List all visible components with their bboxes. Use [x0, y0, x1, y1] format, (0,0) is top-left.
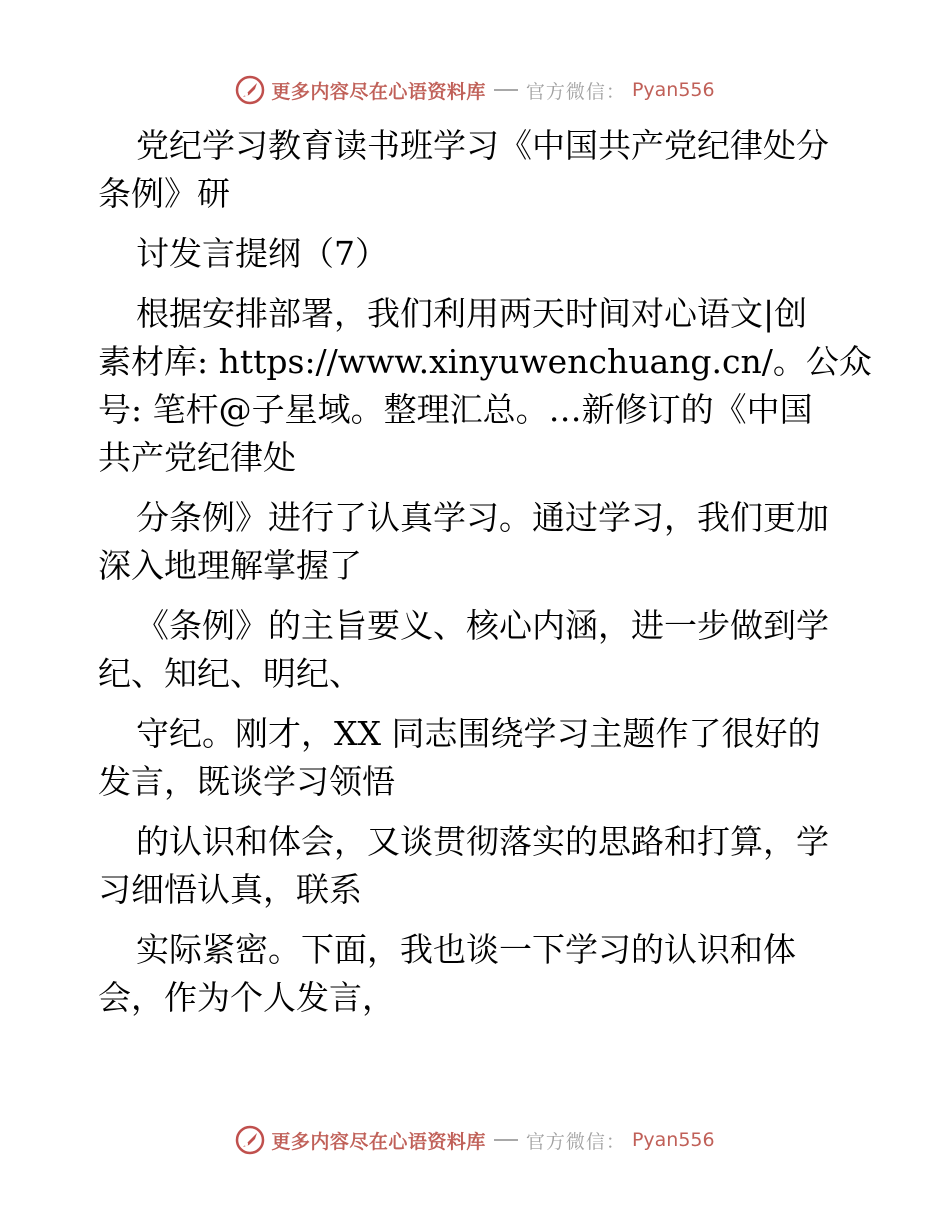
- banner-wechat-id: Pyan556: [631, 1129, 715, 1151]
- text-line: 号: 笔杆@子星域。整理汇总。…新修订的《中国: [98, 390, 813, 429]
- text-line: 根据安排部署，我们利用两天时间对心语文|创: [136, 294, 808, 333]
- banner-site-text: 更多内容尽在心语资料库: [271, 1130, 486, 1153]
- header-banner: [0, 72, 950, 108]
- banner-divider: [494, 1139, 518, 1141]
- banner-wechat-label: 官方微信：: [525, 1130, 626, 1153]
- text-line: 共产党纪律处: [98, 438, 296, 477]
- text-line: 的认识和体会，又谈贯彻落实的思路和打算，学: [136, 822, 829, 861]
- quill-logo-icon: [235, 1125, 265, 1155]
- banner-wechat-label: 官方微信：: [525, 80, 626, 103]
- banner-divider: [494, 89, 518, 91]
- footer-banner: [0, 1122, 950, 1158]
- text-line: 党纪学习教育读书班学习《中国共产党纪律处分: [136, 126, 829, 165]
- text-line: 讨发言提纲（7）: [136, 234, 388, 273]
- text-line: 分条例》进行了认真学习。通过学习，我们更加: [136, 498, 829, 537]
- text-line: 习细悟认真，联系: [98, 870, 362, 909]
- text-line: 纪、知纪、明纪、: [98, 654, 362, 693]
- text-line: 发言，既谈学习领悟: [98, 762, 395, 801]
- text-line: 会，作为个人发言，: [98, 978, 395, 1017]
- quill-logo-icon: [235, 75, 265, 105]
- text-line: 《条例》的主旨要义、核心内涵，进一步做到学: [136, 606, 829, 645]
- banner-wechat-id: Pyan556: [631, 79, 715, 101]
- document-body: [98, 122, 872, 1022]
- text-line: 深入地理解掌握了: [98, 546, 362, 585]
- text-line: 条例》研: [98, 174, 230, 213]
- text-line: 守纪。刚才，XX 同志围绕学习主题作了很好的: [136, 714, 821, 753]
- text-line: 实际紧密。下面，我也谈一下学习的认识和体: [136, 930, 796, 969]
- text-line: 素材库: https://www.xinyuwenchuang.cn/。公众: [98, 342, 872, 381]
- banner-site-text: 更多内容尽在心语资料库: [271, 80, 486, 103]
